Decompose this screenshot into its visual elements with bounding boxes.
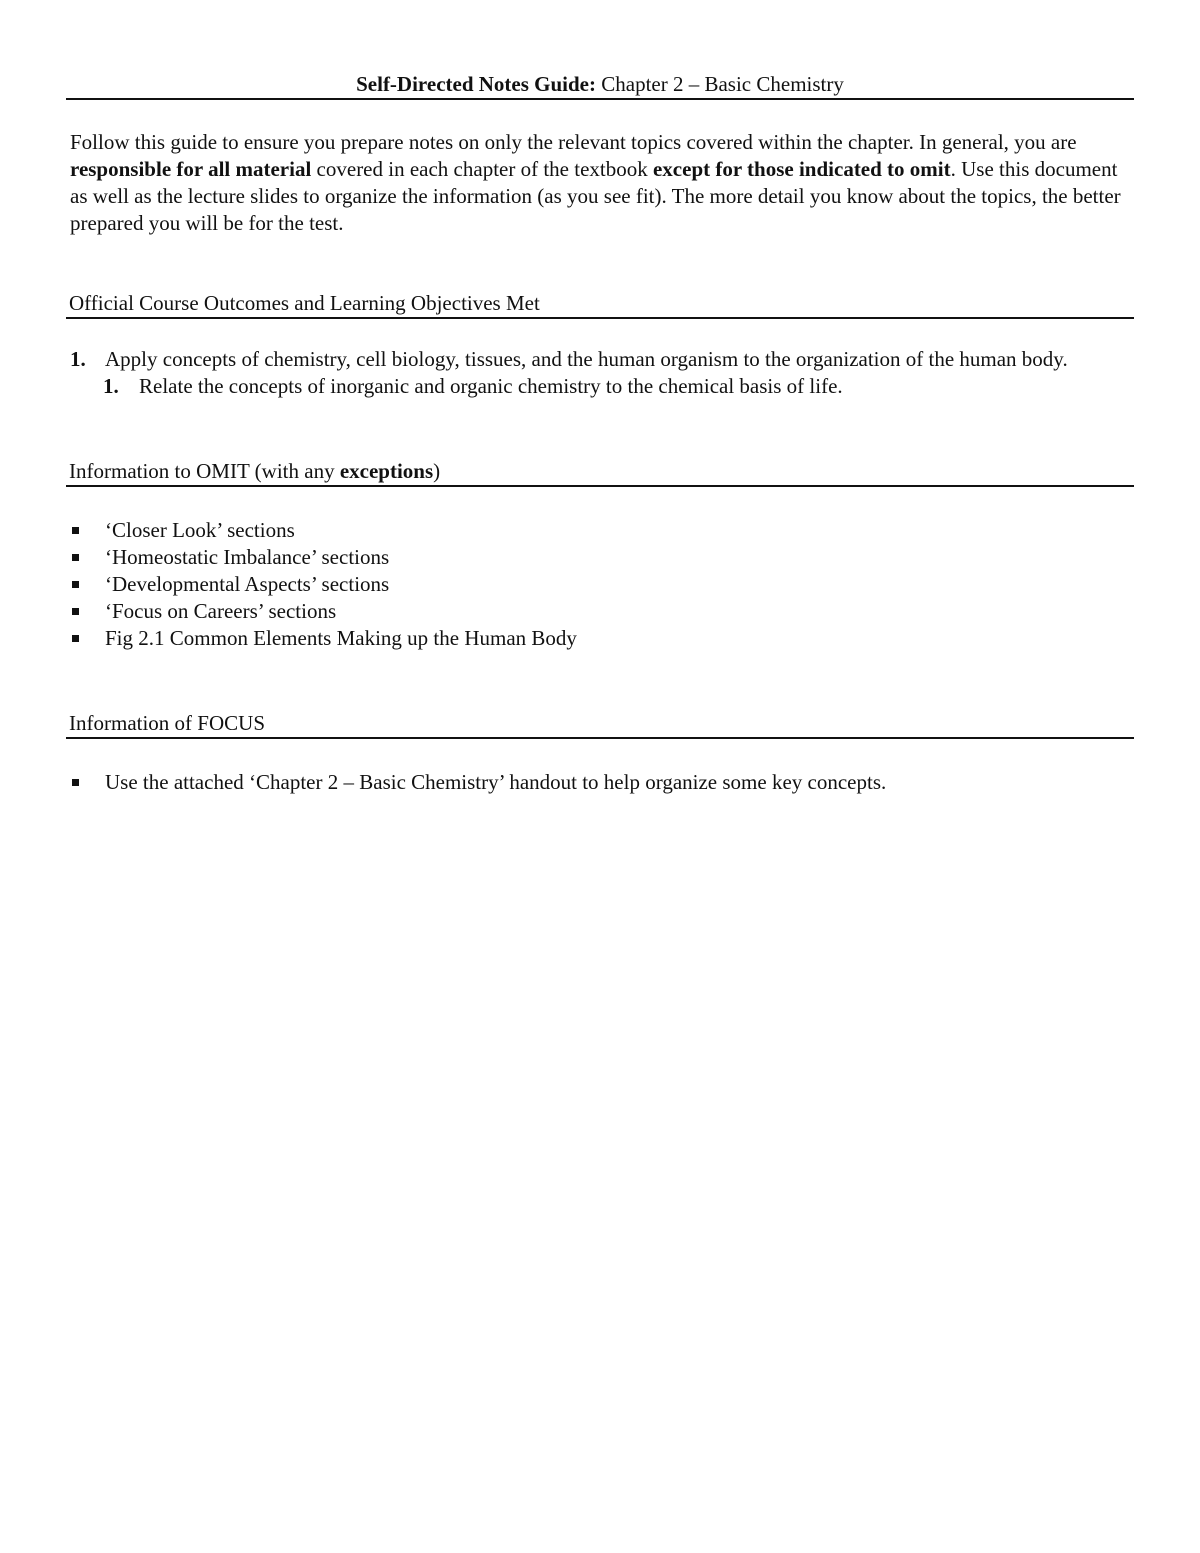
omit-item-text: ‘Homeostatic Imbalance’ sections xyxy=(105,545,390,569)
document-title xyxy=(66,70,1134,100)
objective-text: Relate the concepts of inorganic and organic chemistry to the chemical basis of life. xyxy=(139,374,843,398)
omit-list-item xyxy=(66,517,1134,544)
omit-item-text: ‘Focus on Careers’ sections xyxy=(105,599,337,623)
omit-list xyxy=(66,517,1134,652)
objective-item xyxy=(66,373,1134,400)
intro-text-2: covered in each chapter of the textbook xyxy=(311,157,653,181)
omit-list-item xyxy=(66,571,1134,598)
objective-number: 1. xyxy=(103,374,119,398)
bullet-square-icon xyxy=(72,608,79,615)
intro-paragraph xyxy=(66,129,1134,237)
focus-item-text: Use the attached ‘Chapter 2 – Basic Chemistry’ handout to help organize some key concepts. xyxy=(105,770,887,794)
outcome-number: 1. xyxy=(70,347,86,371)
outcomes-list xyxy=(66,346,1134,400)
focus-list xyxy=(66,769,1134,796)
bullet-square-icon xyxy=(72,527,79,534)
intro-bold-2: except for those indicated to omit xyxy=(652,157,951,181)
omit-list-item xyxy=(66,544,1134,571)
omit-heading-text: Information to OMIT (with any xyxy=(69,459,340,483)
intro-text-1: Follow this guide to ensure you prepare notes on only the relevant topics covered within the chapter. In general, you are xyxy=(70,130,1077,154)
intro-bold-1: responsible for all material xyxy=(70,157,312,181)
focus-heading: Information of FOCUS xyxy=(66,709,1134,739)
bullet-square-icon xyxy=(72,554,79,561)
omit-list-item xyxy=(66,625,1134,652)
bullet-square-icon xyxy=(72,635,79,642)
document-page xyxy=(66,70,1134,796)
bullet-square-icon xyxy=(72,779,79,786)
omit-item-text: Fig 2.1 Common Elements Making up the Human Body xyxy=(105,626,577,650)
omit-item-text: ‘Closer Look’ sections xyxy=(105,518,295,542)
omit-heading-close: ) xyxy=(433,459,441,483)
omit-heading xyxy=(66,457,1134,487)
omit-item-text: ‘Developmental Aspects’ sections xyxy=(105,572,390,596)
omit-list-item xyxy=(66,598,1134,625)
omit-heading-bold: exceptions xyxy=(339,459,434,483)
bullet-square-icon xyxy=(72,581,79,588)
intro-text-3: . Use this document as well as the lecture slides to organize the information (as you see fit). The more detail you know about the topics, the better prepared you will be for the test. xyxy=(70,157,1121,235)
outcomes-heading: Official Course Outcomes and Learning Objectives Met xyxy=(66,289,1134,319)
focus-list-item xyxy=(66,769,1134,796)
title-bold: Self-Directed Notes Guide: xyxy=(356,72,596,96)
outcome-text: Apply concepts of chemistry, cell biology, tissues, and the human organism to the organization of the human body. xyxy=(105,347,1068,371)
outcome-item xyxy=(66,346,1134,373)
title-rest: Chapter 2 – Basic Chemistry xyxy=(601,72,844,96)
